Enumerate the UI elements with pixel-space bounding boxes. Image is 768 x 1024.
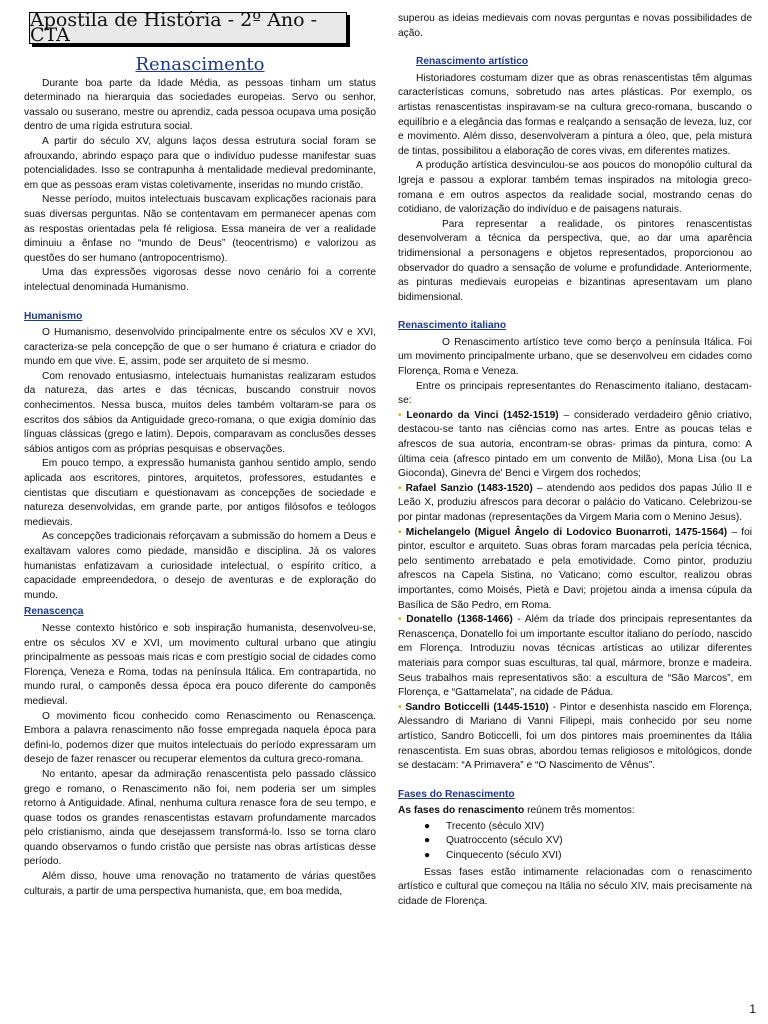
- italiano-paragraph-2: Entre os principais representantes do Renascimento italiano, destacam-se:: [398, 380, 752, 407]
- artistico-paragraph-3: Para representar a realidade, os pintores renascentistas desenvolveram a técnica da perspectiva, que, ao dar uma aparência tridimensional a personagens e objetos representados, proporcionou ao observador do quadro a sensação de volume e profundidade. Anteriormente, as pinturas medievais europeias e bizantinas apresentavam um plano bidimensional.: [398, 218, 752, 303]
- renascenca-paragraph-3: No entanto, apesar da admiração renascentista pelo passado clássico grego e romano, o Renascimento não foi, nem poderia ser um simples retorno à Antiguidade. Afinal, nenhuma cultura renasce fora de seu tempo, e quase todos os grandes renascentistas estavam profundamente marcados pelo cristianismo, ainda que desejassem transformá-lo. Isso se torna claro quando observamos o fundo cristão que persiste nas obras artísticas desse período.: [24, 768, 376, 868]
- bullet-icon: •: [398, 482, 402, 494]
- artist-rafael: • Rafael Sanzio (1483-1520) – atendendo aos pedidos dos papas Júlio II e Leão X, produziu afrescos para decorar o palácio do Vaticano. Celebrizou-se por pintar madonas (representações da Virgem Maria com o Menino Jesus).: [398, 482, 752, 523]
- document-title: Apostila de História - 2º Ano - CTA: [30, 9, 318, 46]
- renascenca-paragraph-2: O movimento ficou conhecido como Renascimento ou Renascença. Embora a palavra renascimento não fosse empregada naquela época para defini-lo, podemos dizer que muitos intelectuais do período expressaram um desejo de fazer renascer ou recuperar elementos da cultura greco-romana.: [24, 710, 376, 766]
- renascenca-paragraph-1: Nesse contexto histórico e sob inspiração humanista, desenvolveu-se, entre os séculos XV e XVI, um movimento cultural urbano que atingiu principalmente as pessoas mais ricas e com prestígio social de cidades como Florença, Veneza e Roma, todas na península Itálica. Em contrapartida, no mundo rural, o camponês dessa época era pouco diferente do camponês medieval.: [24, 622, 376, 707]
- list-item: ● Trecento (século XIV): [398, 820, 752, 835]
- artistico-paragraph-2: A produção artística desvinculou-se aos poucos do monopólio cultural da Igreja e passou a explorar também temas inspirados na mitologia greco-romana e em outros aspectos da realidade social, mostrando cenas do cotidiano, de valorização do indivíduo e de paisagens naturais.: [398, 160, 752, 216]
- fases-closing-paragraph: Essas fases estão intimamente relacionadas com o renascimento artístico e cultural que começou na Itália no século XIV, mais precisamente na cidade de Florença.: [398, 866, 752, 907]
- humanismo-paragraph-3: Em pouco tempo, a expressão humanista ganhou sentido amplo, sendo aplicada aos escritores, pintores, arquitetos, professores, estudantes e cientistas que discutiam e questionavam as concepções de sociedade e natureza desenvolvidas, em grande parte, por antigos filósofos e teólogos medievais.: [24, 458, 376, 528]
- humanismo-paragraph-4: As concepções tradicionais reforçavam a submissão do homem a Deus e exaltavam valores como piedade, mansidão e disciplina. Já os valores humanistas enfatizavam a curiosidade intelectual, o espírito crítico, a capacidade empreendedora, o desejo de aventuras e de exploração do mundo.: [24, 531, 376, 601]
- bullet-icon: •: [398, 701, 402, 713]
- list-item: ● Quatroccento (século XV): [398, 834, 752, 849]
- italiano-paragraph-1: O Renascimento artístico teve como berço a península Itálica. Foi um movimento principalmente urbano, que se desenvolveu em cidades como Florença, Roma e Veneza.: [398, 336, 752, 378]
- bullet-icon: •: [398, 614, 402, 626]
- artist-donatello: • Donatello (1368-1466) - Além da tríade dos principais representantes da Renascença, Donatello foi um importante escultor italiano do período, nascido em Florença. Introduziu novas técnicas artísticas ao utilizar diferentes materiais para compor suas esculturas, tal qual, mármore, bronze e madeira. Seus trabalhos mais representativos são: a escultura de “São Marcos”, em Florença, e “Gattamelata”, na cidade de Pádua.: [398, 614, 752, 699]
- artist-davinci: • Leonardo da Vinci (1452-1519) – considerado verdadeiro gênio criativo, destacou-se tanto nas ciências como nas artes. Entre as poucas telas e afrescos de sua autoria, encontram-se obras- primas da pintura, como: A última ceia (afresco pintado em um convento de Milão), Mona Lisa (ou La Gioconda), Ginevra de' Benci e Virgem dos rochedos;: [398, 409, 752, 480]
- humanismo-paragraph-2: Com renovado entusiasmo, intelectuais humanistas realizaram estudos da natureza, das artes e das técnicas, buscando construir novos conhecimentos. Nessa busca, muitos deles também voltaram-se para os escritos dos sábios da Antiguidade greco-romana, o que exigia domínio das línguas clássicas (grego e latim). Depois, comparavam as conclusões desses sábios antigos com as próprias pesquisas e observações.: [24, 370, 376, 455]
- intro-paragraph-3: Nesse período, muitos intelectuais buscavam explicações racionais para suas diversas perguntas. Não se contentavam em permanecer apenas com as respostas orientadas pela fé religiosa. Essa maneira de ver a realidade diminuiu a ênfase no “mundo de Deus” (teocentrismo) e valorizou as questões do ser humano (antropocentrismo).: [24, 194, 376, 264]
- artist-botticelli: • Sandro Boticcelli (1445-1510) - Pintor e desenhista nascido em Florença, Alessandro di Mariano di Vanni Filipepi, mais conhecido por seu nome artístico, Sandro Boticcelli, foi um dos pintores mais proeminentes da Itália renascentista. Em suas obras, abordou temas religiosos e mitológicos, donde se destacam: “A Primavera” e “O Nascimento de Vênus”.: [398, 701, 752, 772]
- left-column: [24, 9, 376, 899]
- main-title: Renascimento: [135, 54, 265, 75]
- fases-heading: Fases do Renascimento: [398, 788, 515, 800]
- artistico-heading: Renascimento artístico: [416, 56, 529, 68]
- document-title-box: [29, 9, 347, 46]
- list-item: ● Cinquecento (século XVI): [398, 849, 752, 864]
- continuation-paragraph: superou as ideias medievais com novas perguntas e novas possibilidades de ação.: [398, 13, 752, 39]
- fases-intro: As fases do renascimento reúnem três momentos:: [398, 805, 635, 817]
- renascenca-heading: Renascença: [24, 606, 84, 618]
- intro-paragraph-2: A partir do século XV, alguns laços dessa estrutura social foram se afrouxando, abrindo espaço para que o indivíduo pudesse manifestar suas potencialidades. Isso se contrapunha à mentalidade medieval predominante, em que as pessoas eram vistas coletivamente, inseridas no mundo cristão.: [24, 135, 376, 191]
- bullet-icon: •: [398, 526, 402, 538]
- intro-paragraph-1: Durante boa parte da Idade Média, as pessoas tinham um status determinado na hierarquia das sociedades europeias. Servo ou senhor, vassalo ou suserano, mestre ou aprendiz, cada pessoa ocupava uma posição dentro de uma rígida estrutura social.: [24, 77, 376, 133]
- renascenca-paragraph-4: Além disso, houve uma renovação no tratamento de várias questões culturais, a partir de uma perspectiva humanista, que, em boa medida,: [24, 871, 376, 897]
- italiano-heading: Renascimento italiano: [398, 320, 507, 332]
- bullet-icon: •: [398, 409, 402, 421]
- right-column: [398, 12, 752, 909]
- artist-michelangelo: • Michelangelo (Miguel Ângelo di Lodovico Buonarroti, 1475-1564) – foi pintor, escultor e arquiteto. Suas obras foram marcadas pela perícia técnica, pelo sentimento arrebatado e pela emotividade. Como pintor, produziu afrescos na Capela Sistina, no Vaticano; como escultor, realizou obras importantes, como Moisés, Pietà e Davi; projetou ainda a imensa cúpula da Basílica de São Pedro, em Roma.: [398, 526, 752, 611]
- artistico-paragraph-1: Historiadores costumam dizer que as obras renascentistas têm algumas características comuns, sobretudo nas artes plásticas. Por exemplo, os artistas renascentistas inspiravam-se na cultura greco-romana, buscando o equilíbrio e a elegância das formas e realçando a sensação de leveza, luz, cor e movimento. Além disso, desenvolveram a pintura a óleo, que, pela mistura de tintas, possibilitou a elaboração de cores vivas, em diferentes matizes.: [398, 72, 752, 157]
- humanismo-paragraph-1: O Humanismo, desenvolvido principalmente entre os séculos XV e XVI, caracteriza-se pela concepção de que o ser humano é criatura e criador do mundo em que vive. E, assim, pode ser arquiteto de si mesmo.: [24, 327, 376, 368]
- fases-list: [398, 820, 752, 864]
- page-number: 1: [749, 1002, 756, 1016]
- humanismo-heading: Humanismo: [24, 310, 83, 322]
- intro-paragraph-4: Uma das expressões vigorosas desse novo cenário foi a corrente intelectual denominada Humanismo.: [24, 267, 376, 293]
